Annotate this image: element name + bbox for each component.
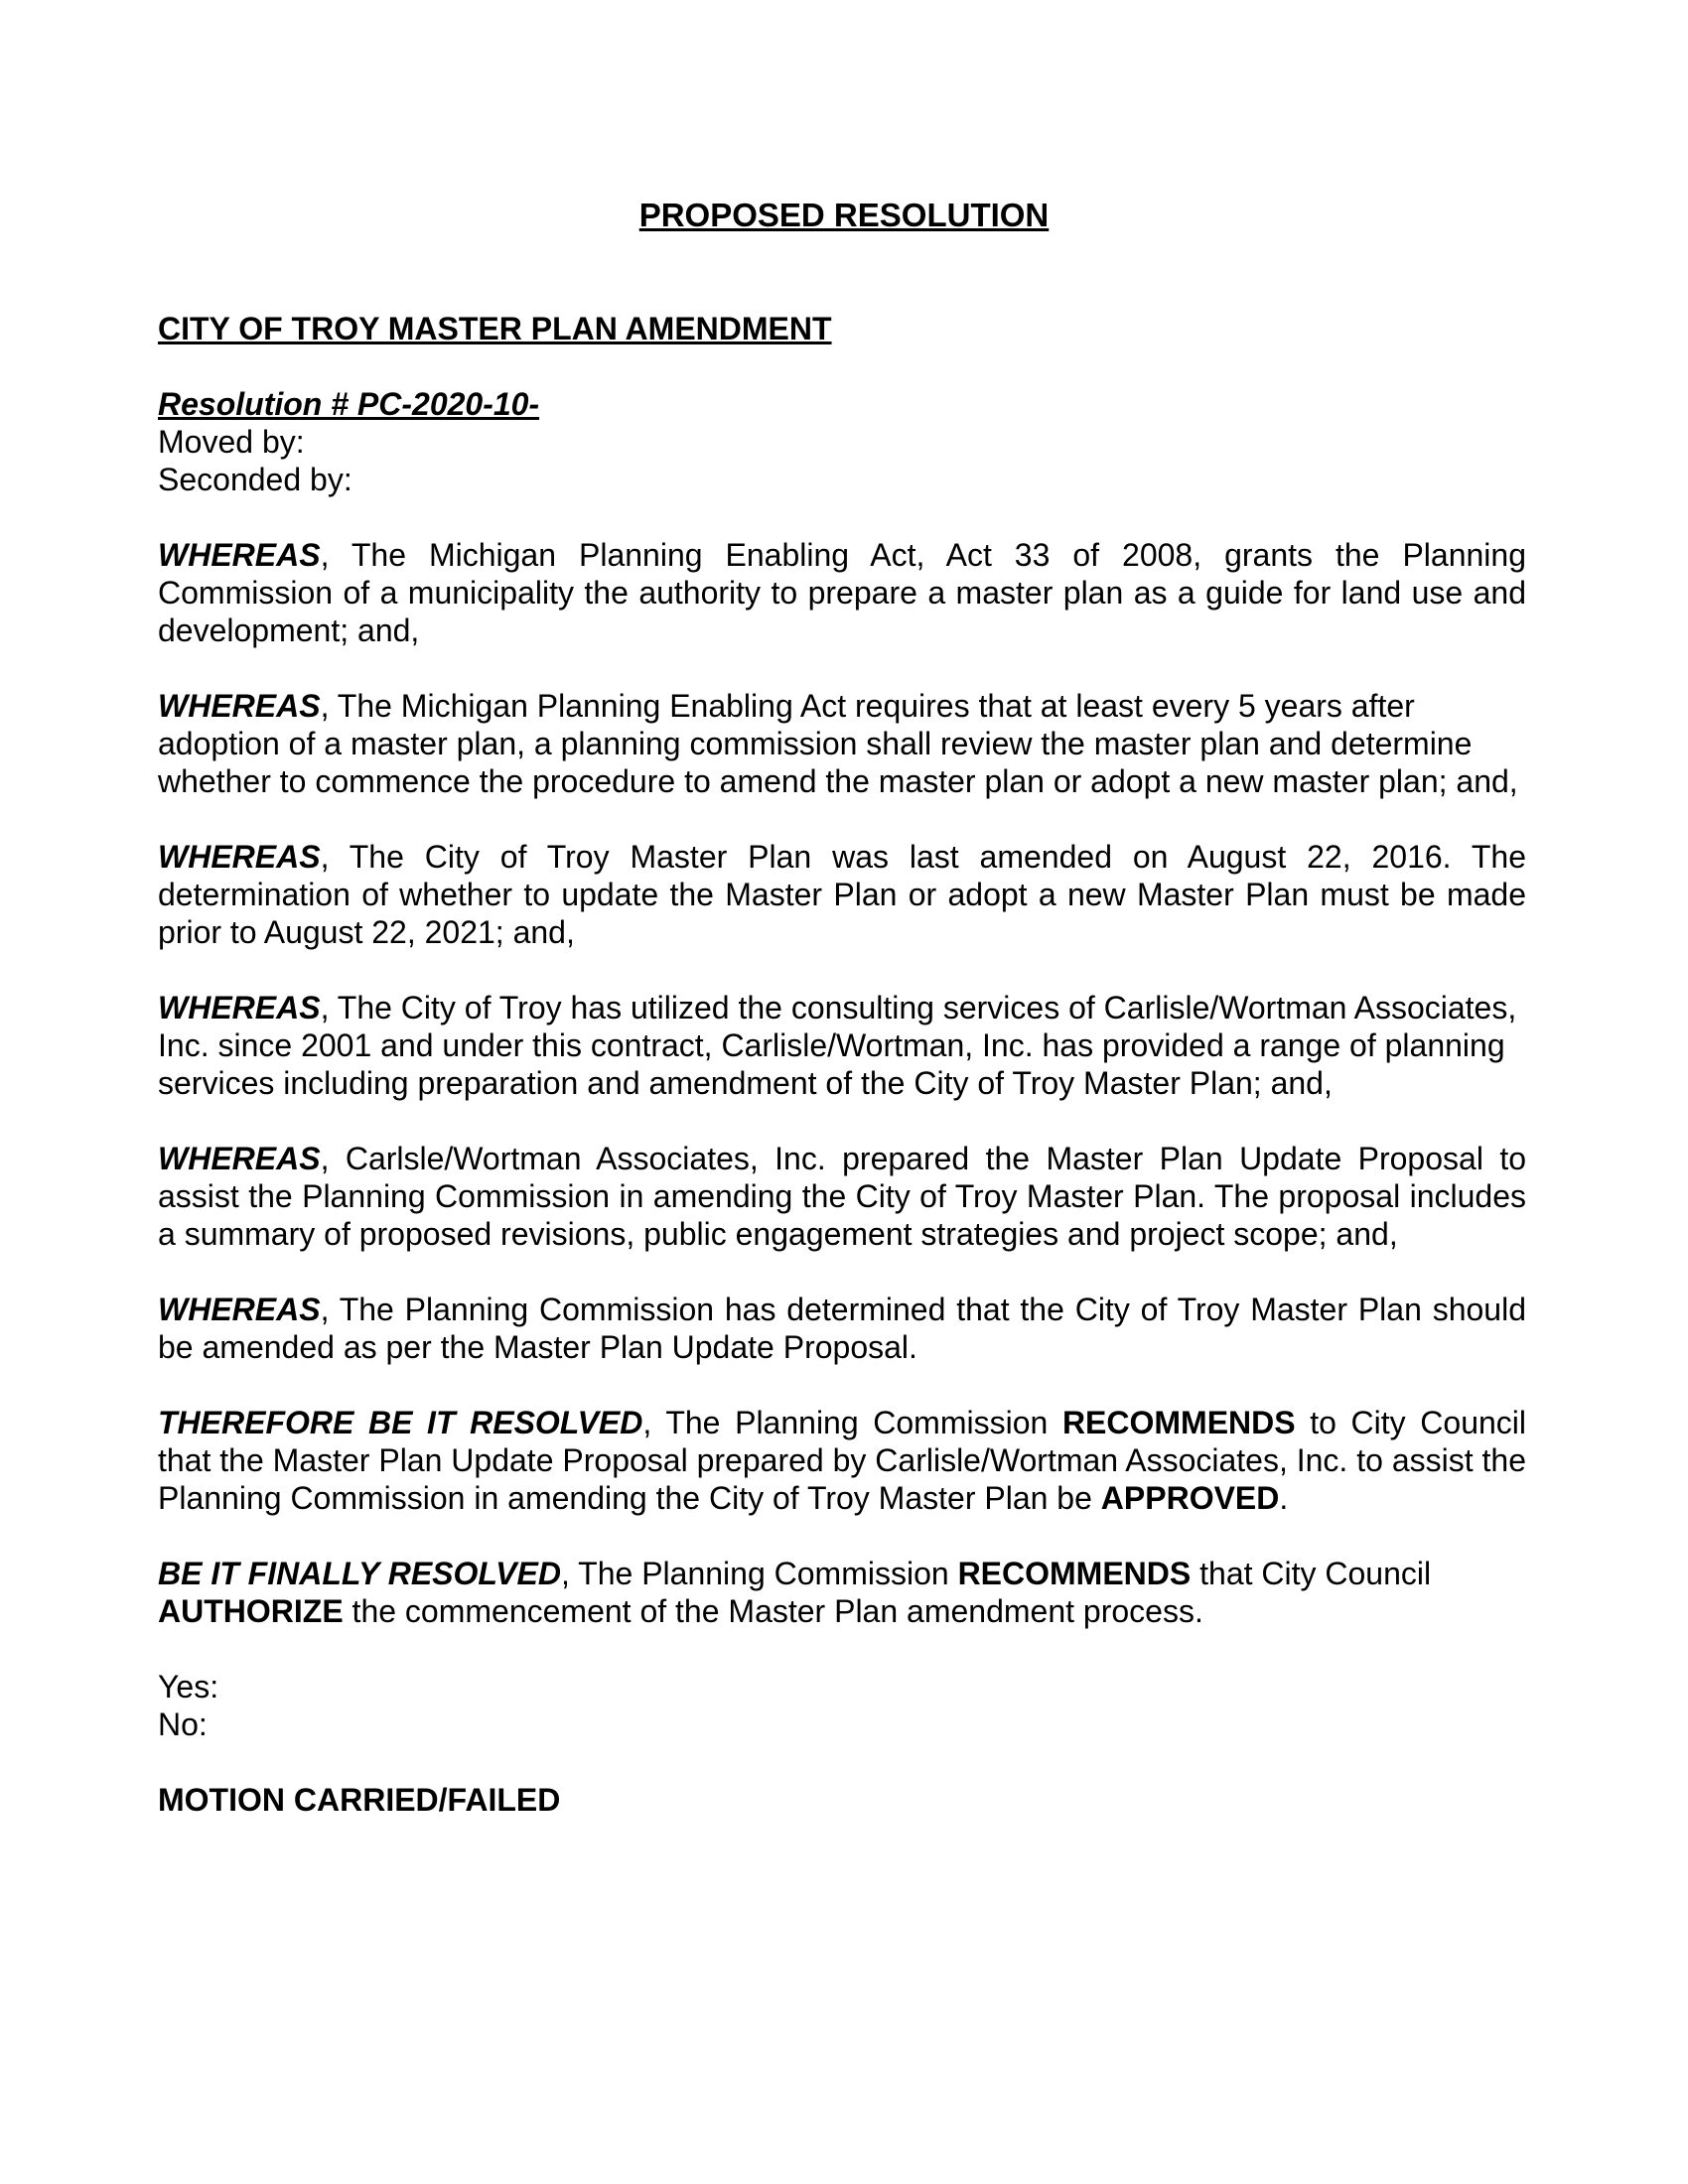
- document-body: [158, 310, 1526, 1819]
- motion-result: MOTION CARRIED/FAILED: [158, 1782, 561, 1818]
- resolution-number: Resolution # PC-2020-10-: [158, 386, 540, 422]
- whereas-text: , The City of Troy has utilized the consulting services of Carlisle/Wortman Associates, Inc. since 2001 and under this contract, Carlisle/Wortman, Inc. has provided a range of planning services including preparation and amendment of the City of Troy Master Plan; and,: [158, 990, 1517, 1101]
- whereas-keyword: WHEREAS: [158, 1141, 321, 1176]
- moved-by-label: Moved by:: [158, 424, 305, 460]
- authorize-keyword: AUTHORIZE: [158, 1593, 344, 1629]
- finally-text-2: that City Council: [1191, 1556, 1432, 1591]
- therefore-text-1: , The Planning Commission: [642, 1405, 1062, 1440]
- whereas-text: , The City of Troy Master Plan was last amended on August 22, 2016. The determination of whether to update the Master Plan or adopt a new Master Plan must be made prior to August 22, 2021; and,: [158, 839, 1526, 950]
- therefore-keyword: THEREFORE BE IT RESOLVED: [158, 1405, 643, 1440]
- therefore-text-2: to City Council that the Master Plan Update Proposal prepared by Carlisle/Wortman Associates, Inc. to assist the Planning Commission in amending the City of Troy Master Plan be: [158, 1405, 1527, 1516]
- therefore-text-3: .: [1279, 1480, 1289, 1516]
- whereas-text: , The Michigan Planning Enabling Act requires that at least every 5 years after adoption of a master plan, a planning commission shall review the master plan and determine whether to commence the procedure to amend the master plan or adopt a new master plan; and,: [158, 688, 1518, 799]
- whereas-paragraph-4: [158, 989, 1526, 1102]
- vote-section: [158, 1668, 1526, 1743]
- no-label: No:: [158, 1706, 208, 1742]
- finally-text-1: , The Planning Commission: [560, 1556, 958, 1591]
- finally-text-3: the commencement of the Master Plan amendment process.: [343, 1593, 1203, 1629]
- approved-keyword: APPROVED: [1100, 1480, 1280, 1516]
- whereas-keyword: WHEREAS: [158, 990, 321, 1025]
- finally-paragraph: [158, 1555, 1526, 1630]
- recommends-keyword: RECOMMENDS: [957, 1556, 1192, 1591]
- therefore-paragraph: [158, 1404, 1526, 1517]
- whereas-paragraph-1: [158, 536, 1526, 649]
- whereas-paragraph-5: [158, 1140, 1526, 1253]
- whereas-paragraph-2: [158, 687, 1526, 800]
- whereas-paragraph-3: [158, 838, 1526, 951]
- recommends-keyword: RECOMMENDS: [1061, 1405, 1296, 1440]
- seconded-by-label: Seconded by:: [158, 462, 352, 497]
- whereas-text: , Carlsle/Wortman Associates, Inc. prepared the Master Plan Update Proposal to assist the Planning Commission in amending the City of Troy Master Plan. The proposal includes a summary of proposed revisions, public engagement strategies and project scope; and,: [158, 1141, 1526, 1252]
- whereas-paragraph-6: [158, 1291, 1526, 1366]
- yes-label: Yes:: [158, 1669, 219, 1705]
- whereas-keyword: WHEREAS: [158, 1292, 321, 1327]
- whereas-text: , The Planning Commission has determined that the City of Troy Master Plan should be amended as per the Master Plan Update Proposal.: [158, 1292, 1526, 1365]
- whereas-keyword: WHEREAS: [158, 688, 321, 724]
- whereas-text: , The Michigan Planning Enabling Act, Act 33 of 2008, grants the Planning Commission of a municipality the authority to prepare a master plan as a guide for land use and development; and,: [158, 537, 1526, 648]
- resolution-header: [158, 385, 1526, 498]
- whereas-keyword: WHEREAS: [158, 839, 321, 875]
- document-subtitle: CITY OF TROY MASTER PLAN AMENDMENT: [158, 311, 832, 346]
- document-title: PROPOSED RESOLUTION: [638, 197, 1050, 233]
- finally-keyword: BE IT FINALLY RESOLVED: [158, 1556, 561, 1591]
- whereas-keyword: WHEREAS: [158, 537, 321, 573]
